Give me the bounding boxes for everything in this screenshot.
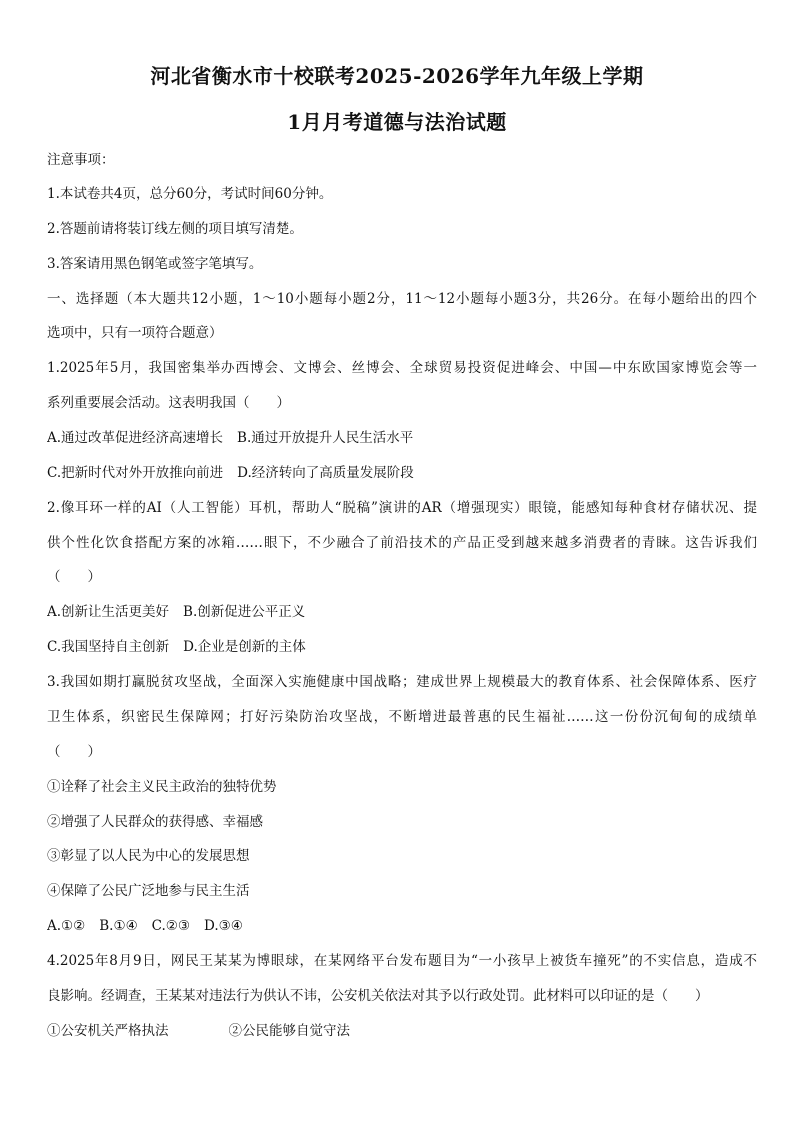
question-2-stem-line-3: （ ） bbox=[47, 569, 101, 585]
note-item-1: 1.本试卷共4页，总分60分，考试时间60分钟。 bbox=[47, 186, 333, 202]
note-item-3: 3.答案请用黑色钢笔或签字笔填写。 bbox=[47, 256, 263, 272]
question-4-stem-line-2: 良影响。经调查，王某某对违法行为供认不讳，公安机关依法对其予以行政处罚。此材料可以印证的是（ ） bbox=[47, 988, 709, 1004]
question-3-choice-a[interactable]: A.①② bbox=[47, 918, 86, 934]
question-2-options-row-1 bbox=[47, 602, 757, 622]
question-4-statement-1: ①公安机关严格执法 bbox=[47, 1023, 169, 1039]
question-4-statement-2: ②公民能够自觉守法 bbox=[228, 1023, 350, 1039]
notes-heading: 注意事项： bbox=[47, 152, 115, 168]
question-2-stem-line-1: 2.像耳环一样的AI（人工智能）耳机，帮助人“脱稿”演讲的AR（增强现实）眼镜，能感知每种食材存储状况、提 bbox=[47, 500, 757, 516]
question-1-options-row-2 bbox=[47, 463, 757, 483]
note-item-2: 2.答题前请将装订线左侧的项目填写清楚。 bbox=[47, 221, 303, 237]
exam-title-line-2: 1月月考道德与法治试题 bbox=[287, 110, 507, 134]
question-3-statement-3: ③彰显了以人民为中心的发展思想 bbox=[47, 848, 250, 864]
question-1-option-a[interactable]: A.通过改革促进经济高速增长 bbox=[47, 430, 224, 446]
question-3-stem-line-1: 3.我国如期打赢脱贫攻坚战，全面深入实施健康中国战略；建成世界上规模最大的教育体系、社会保障体系、医疗 bbox=[47, 674, 757, 690]
question-4-stem-line-1: 4.2025年8月9日，网民王某某为博眼球，在某网络平台发布题目为“一小孩早上被货车撞死”的不实信息，造成不 bbox=[47, 953, 757, 969]
question-3-statement-1: ①诠释了社会主义民主政治的独特优势 bbox=[47, 779, 277, 795]
question-1-stem-line-1: 1.2025年5月，我国密集举办西博会、文博会、丝博会、全球贸易投资促进峰会、中国—中东欧国家博览会等一 bbox=[47, 360, 757, 376]
question-3-choice-b[interactable]: B.①④ bbox=[99, 918, 138, 934]
question-1-stem-line-2: 系列重要展会活动。这表明我国（ ） bbox=[47, 395, 290, 411]
question-1-option-d[interactable]: D.经济转向了高质量发展阶段 bbox=[237, 465, 414, 481]
question-2-option-a[interactable]: A.创新让生活更美好 bbox=[47, 604, 170, 620]
question-3-choices-row bbox=[47, 916, 757, 936]
question-4-statements-row bbox=[47, 1021, 757, 1041]
question-2-option-d[interactable]: D.企业是创新的主体 bbox=[183, 639, 306, 655]
question-2-options-row-2 bbox=[47, 637, 757, 657]
exam-title-line-1: 河北省衡水市十校联考2025-2026学年九年级上学期 bbox=[150, 64, 644, 88]
question-3-stem-line-3: （ ） bbox=[47, 744, 101, 760]
question-1-options-row-1 bbox=[47, 428, 757, 448]
question-1-option-c[interactable]: C.把新时代对外开放推向前进 bbox=[47, 465, 224, 481]
section-1-intro-line-1: 一、选择题（本大题共12小题，1～10小题每小题2分，11～12小题每小题3分，共26分。在每小题给出的四个 bbox=[47, 291, 757, 307]
question-2-option-c[interactable]: C.我国坚持自主创新 bbox=[47, 639, 170, 655]
question-3-statement-2: ②增强了人民群众的获得感、幸福感 bbox=[47, 814, 263, 830]
question-3-stem-line-2: 卫生体系，织密民生保障网；打好污染防治攻坚战，不断增进最普惠的民生福祉……这一份份沉甸甸的成绩单 bbox=[47, 709, 757, 725]
section-1-intro-line-2: 选项中，只有一项符合题意） bbox=[47, 325, 223, 341]
question-3-choice-d[interactable]: D.③④ bbox=[204, 918, 243, 934]
question-2-stem-line-2: 供个性化饮食搭配方案的冰箱……眼下，不少融合了前沿技术的产品正受到越来越多消费者的青睐。这告诉我们 bbox=[47, 535, 757, 551]
question-3-choice-c[interactable]: C.②③ bbox=[151, 918, 191, 934]
question-3-statement-4: ④保障了公民广泛地参与民主生活 bbox=[47, 883, 250, 899]
question-2-option-b[interactable]: B.创新促进公平正义 bbox=[183, 604, 306, 620]
question-1-option-b[interactable]: B.通过开放提升人民生活水平 bbox=[237, 430, 414, 446]
